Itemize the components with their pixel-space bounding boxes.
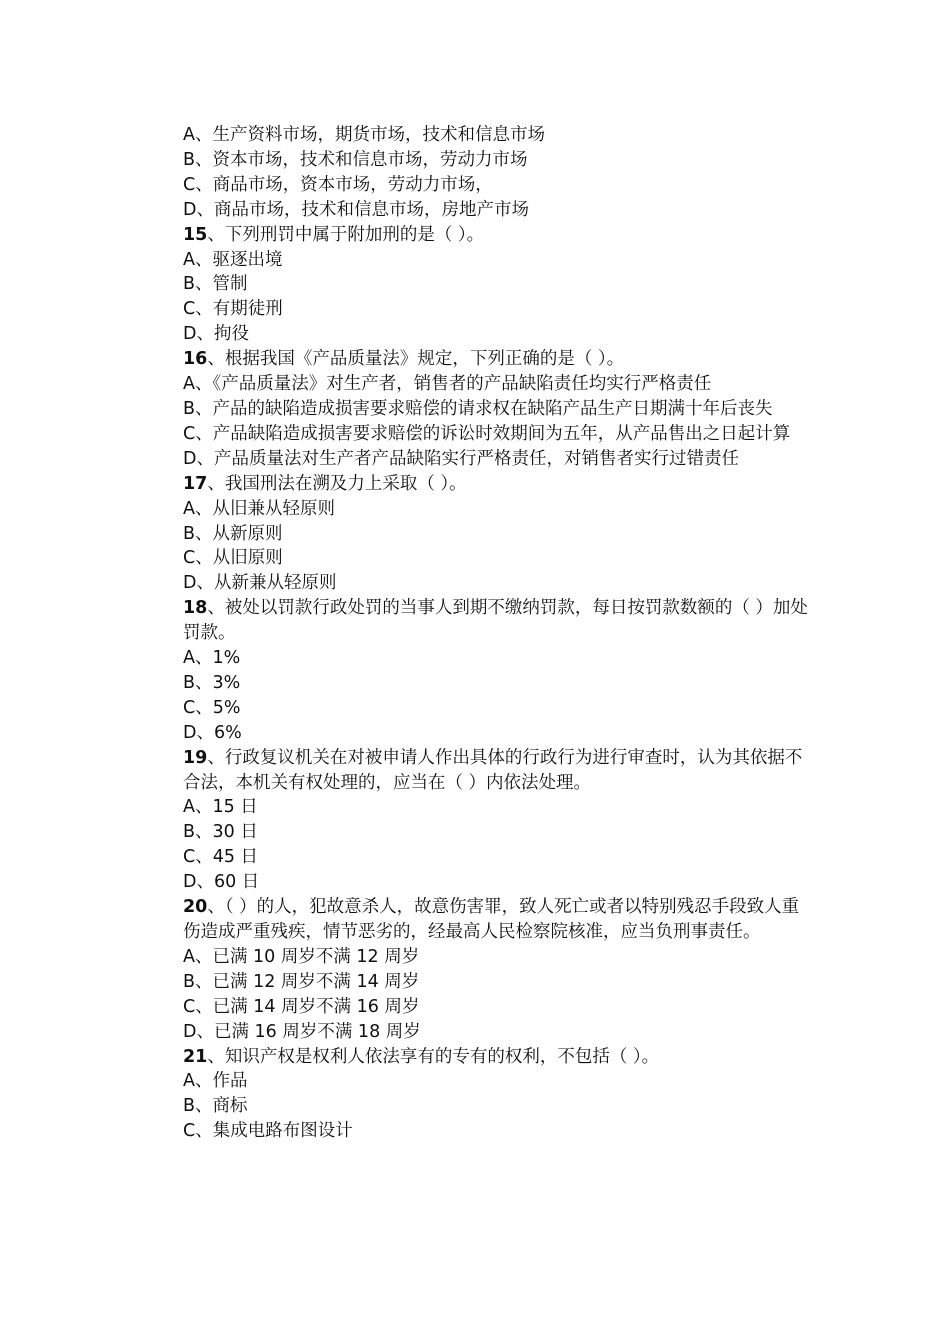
question-number: 21 (183, 1046, 208, 1067)
question-18 (145, 596, 810, 646)
question-16 (145, 347, 810, 372)
option-line: C、5% (183, 697, 241, 718)
option-line: A、已满 10 周岁不满 12 周岁 (183, 946, 420, 967)
question-text: 、（ ）的人，犯故意杀人，故意伤害罪，致人死亡或者以特别残忍手段致人重伤造成严重残疾，情节恶劣的，经最高人民检察院核准，应当负刑事责任。 (183, 897, 800, 942)
question-number: 18 (183, 598, 208, 619)
option-line: B、已满 12 周岁不满 14 周岁 (183, 971, 420, 992)
option-line: B、管制 (183, 274, 248, 295)
option-line: B、3% (183, 672, 241, 693)
option-line: D、拘役 (183, 324, 249, 345)
option-line: B、30 日 (183, 822, 258, 843)
option-line: A、作品 (183, 1071, 248, 1092)
question-number: 17 (183, 473, 208, 494)
question-text: 、知识产权是权利人依法享有的专有的权利，不包括（ ）。 (207, 1046, 660, 1067)
option-line: A、驱逐出境 (183, 249, 283, 270)
option-line: A、生产资料市场，期货市场，技术和信息市场 (183, 125, 545, 145)
document-body (145, 123, 810, 1144)
question-20 (145, 895, 810, 945)
option-line: B、产品的缺陷造成损害要求赔偿的请求权在缺陷产品生产日期满十年后丧失 (183, 398, 773, 419)
question-17 (145, 472, 810, 497)
option-line: C、从旧原则 (183, 548, 283, 569)
option-line: B、商标 (183, 1096, 248, 1117)
option-line: D、商品市场，技术和信息市场，房地产市场 (183, 199, 529, 220)
option-line: A、15 日 (183, 797, 258, 818)
option-line: A、从旧兼从轻原则 (183, 498, 335, 519)
option-line: C、已满 14 周岁不满 16 周岁 (183, 996, 420, 1017)
option-line: D、从新兼从轻原则 (183, 573, 337, 594)
option-line: C、集成电路布图设计 (183, 1121, 353, 1142)
question-15 (145, 223, 810, 248)
option-line: C、45 日 (183, 847, 259, 868)
option-line: C、商品市场，资本市场，劳动力市场， (183, 174, 493, 195)
option-line: D、60 日 (183, 872, 260, 893)
option-line: C、产品缺陷造成损害要求赔偿的诉讼时效期间为五年，从产品售出之日起计算 (183, 423, 791, 444)
option-line: D、6% (183, 722, 242, 743)
option-line: B、从新原则 (183, 523, 283, 544)
option-line: B、资本市场，技术和信息市场，劳动力市场 (183, 149, 528, 170)
question-text: 、根据我国《产品质量法》规定，下列正确的是（ ）。 (207, 349, 625, 370)
option-line: D、已满 16 周岁不满 18 周岁 (183, 1021, 421, 1042)
question-number: 16 (183, 349, 208, 370)
question-text: 、下列刑罚中属于附加刑的是（ ）。 (207, 224, 485, 245)
question-text: 、被处以罚款行政处罚的当事人到期不缴纳罚款，每日按罚款数额的（ ）加处罚款。 (183, 598, 808, 644)
question-19 (145, 746, 810, 796)
option-line: D、产品质量法对生产者产品缺陷实行严格责任，对销售者实行过错责任 (183, 448, 739, 469)
question-21 (145, 1045, 810, 1070)
option-line: A、《产品质量法》对生产者，销售者的产品缺陷责任均实行严格责任 (183, 374, 712, 395)
question-text: 、我国刑法在溯及力上采取（ ）。 (207, 473, 467, 494)
question-text: 、行政复议机关在对被申请人作出具体的行政行为进行审查时，认为其依据不合法，本机关有权处理的，应当在（ ）内依法处理。 (183, 747, 803, 793)
option-line: A、1% (183, 648, 241, 669)
question-number: 19 (183, 747, 208, 768)
option-line: C、有期徒刑 (183, 299, 283, 320)
question-number: 20 (183, 897, 208, 918)
question-number: 15 (183, 224, 208, 245)
